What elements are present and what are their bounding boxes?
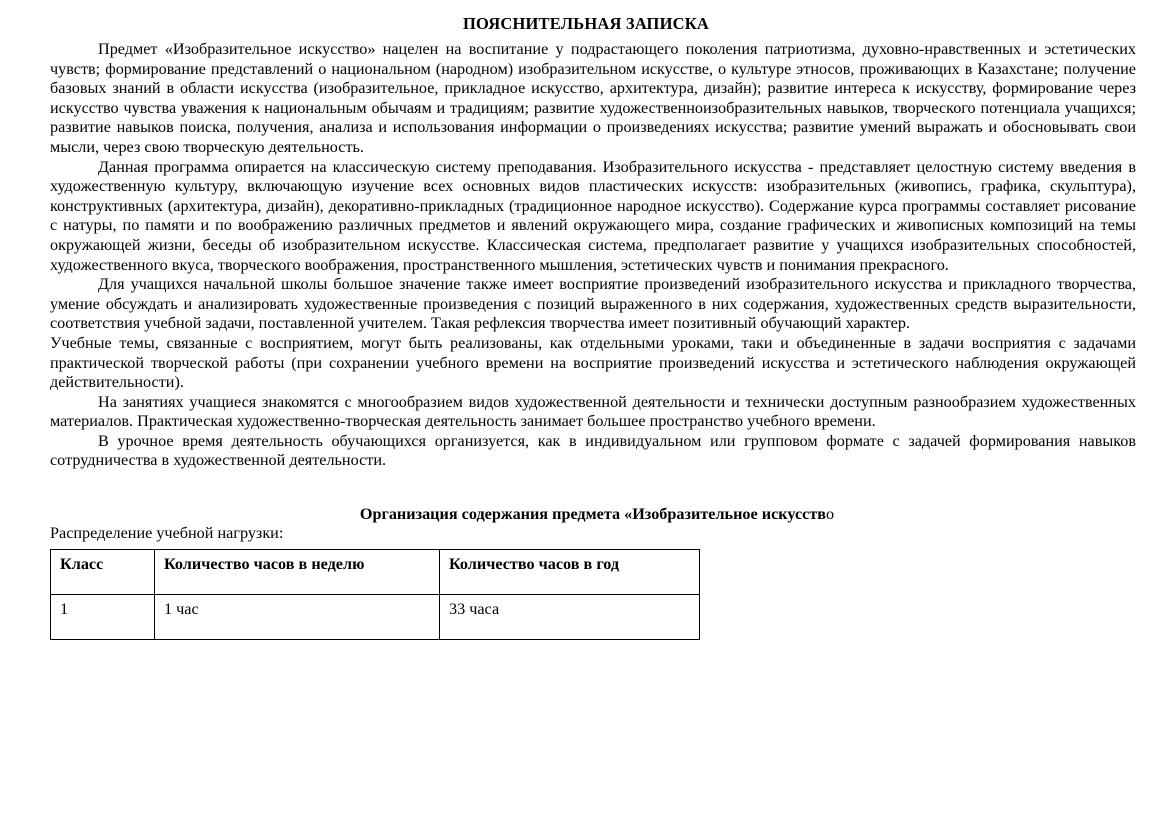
paragraph-4: Учебные темы, связанные с восприятием, могут быть реализованы, как отдельными уроками, таки и объединенные в задачи восприятия с задачами практической творческой работы (при сохранении учебного времени на восприятие произведений искусства и эстетического наблюдения окружающей действительности). [50,333,1136,392]
page-title: ПОЯСНИТЕЛЬНАЯ ЗАПИСКА [462,14,709,33]
table-cell-hours-per-week: 1 час [155,594,440,639]
paragraph-1: Предмет «Изобразительное искусство» нацелен на воспитание у подрастающего поколения патриотизма, духовно-нравственных и эстетических чувств; формирование представлений о национальном (народном) изобразительном искусстве, о культуре этносов, проживающих в Казахстане; получение базовых знаний в области искусства (изобразительное, прикладное искусство, архитектура, дизайн); развитие интереса к искусству, формирование через искусство чувства уважения к национальным обычаям и традициям; развитие художественноизобразительных навыков, творческого потенциала учащихся; развитие навыков поиска, получения, анализа и использования информации о произведениях искусства; развитие умений выражать и обосновывать свои мысли, через свою творческую деятельность. [50,40,1136,156]
teaching-load-table [50,549,700,640]
table-cell-hours-per-year: 33 часа [440,594,700,639]
table-row [51,594,700,639]
table-header-class: Класс [51,549,155,594]
table-cell-class: 1 [51,594,155,639]
section-heading-tail-text: о [826,505,835,524]
paragraph-2: Данная программа опирается на классическую систему преподавания. Изобразительного искусства - представляет целостную систему введения в художественную культуру, включающую изучение всех основных видов пластических искусств: изобразительных (живопись, графика, скульптура), конструктивных (архитектура, дизайн), декоративно-прикладных (традиционное народное искусство). Содержание курса программы составляет рисование с натуры, по памяти и по воображению различных предметов и явлений окружающего мира, создание графических и живописных композиций на темы окружающей жизни, беседы об изобразительном искусстве. Классическая система, предполагает развитие у учащихся изобразительных способностей, художественного вкуса, творческого воображения, пространственного мышления, эстетических чувств и понимания прекрасного. [50,157,1136,274]
table-header-hours-per-week: Количество часов в неделю [155,549,440,594]
section-heading [50,505,1152,524]
section-spacer [50,471,1152,505]
paragraph-6: В урочное время деятельность обучающихся организуется, как в индивидуальном или групповом формате с задачей формирования навыков сотрудничества в художественной деятельности. [50,431,1136,470]
paragraph-5: На занятиях учащиеся знакомятся с многообразием видов художественной деятельности и технически доступным разнообразием художественных материалов. Практическая художественно-творческая деятельность занимает большее пространство учебного времени. [50,392,1136,431]
table-header-row [51,549,700,594]
paragraph-3: Для учащихся начальной школы большое значение также имеет восприятие произведений изобразительного искусства и прикладного творчества, умение обсуждать и анализировать художественные произведения с позиций выраженного в них содержания, художественных средств выразительности, соответствия учебной задачи, поставленной учителем. Такая рефлексия творчества имеет позитивный обучающий характер. [50,275,1136,333]
table-caption: Распределение учебной нагрузки: [50,524,284,543]
table-header-hours-per-year: Количество часов в год [440,549,700,594]
section-heading-bold-text: Организация содержания предмета «Изобразительное искусств [359,505,827,524]
